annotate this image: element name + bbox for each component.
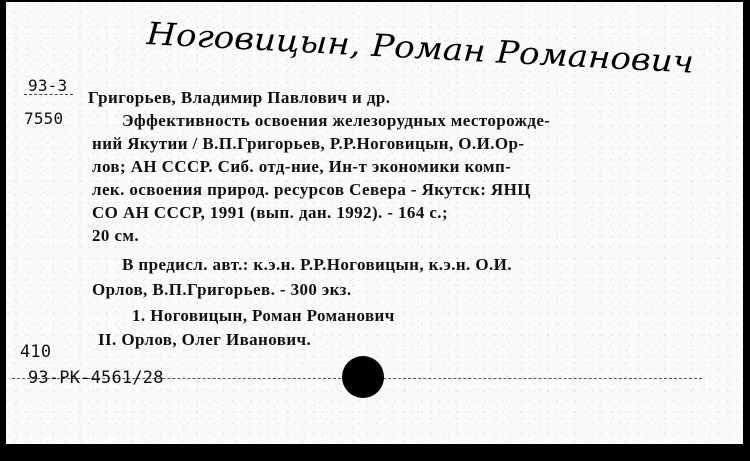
description-line-3: лов; АН СССР. Сиб. отд-ние, Ин-т экономики комп- bbox=[92, 157, 512, 176]
description-line-6: 20 см. bbox=[92, 226, 140, 245]
description-line-5: СО АН СССР, 1991 (вып. дан. 1992). - 164 с.; bbox=[92, 203, 449, 222]
classification-code: 410 bbox=[20, 342, 52, 362]
shelf-mark-top: 93-3 bbox=[28, 76, 68, 95]
catalog-card bbox=[6, 2, 743, 444]
handwritten-heading bbox=[146, 14, 706, 74]
author-line: Григорьев, Владимир Павлович и др. bbox=[88, 88, 391, 107]
added-entry-2: II. Орлов, Олег Иванович. bbox=[98, 330, 312, 349]
description-line-2: ний Якутии / В.П.Григорьев, Р.Р.Ноговицын, О.И.Ор- bbox=[92, 134, 525, 153]
description-line-4: лек. освоения природ. ресурсов Севера - Якутск: ЯНЦ bbox=[92, 180, 531, 199]
handwritten-heading-text: Ноговицын, Роман Романович bbox=[146, 16, 646, 74]
note-line-2: Орлов, В.П.Григорьев. - 300 экз. bbox=[92, 280, 352, 299]
ink-blot bbox=[342, 356, 384, 398]
accession-number: 93-РК-4561/28 bbox=[28, 368, 164, 388]
description-line-1: Эффективность освоения железорудных месторожде- bbox=[122, 111, 551, 130]
added-entry-1: 1. Ноговицын, Роман Романович bbox=[132, 306, 395, 325]
note-line-1: В предисл. авт.: к.э.н. Р.Р.Ноговицын, к.э.н. О.И. bbox=[122, 255, 512, 274]
shelf-mark-bottom: 7550 bbox=[24, 109, 64, 128]
